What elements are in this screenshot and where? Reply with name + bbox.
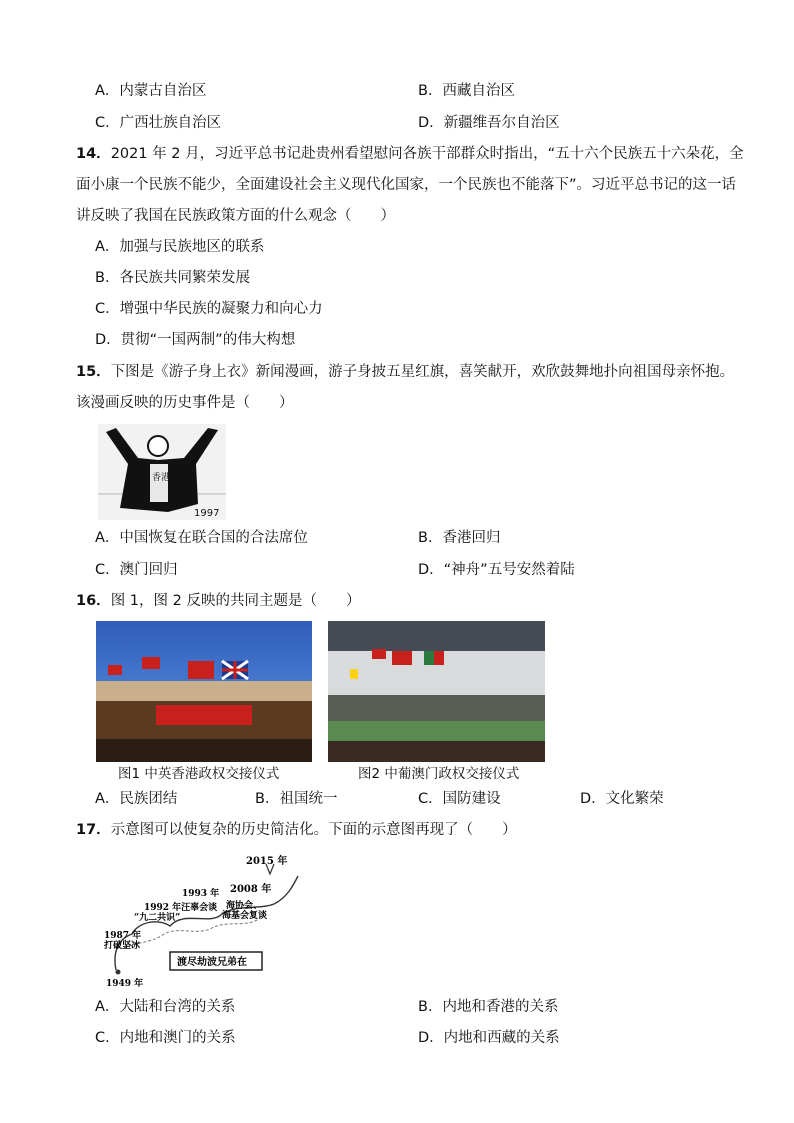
q17-number: 17．	[76, 822, 111, 838]
q16-option-b: B．祖国统一	[255, 791, 338, 807]
q14-option-c: C．增强中华民族的凝聚力和向心力	[95, 301, 323, 317]
diagram-box-text: 渡尽劫波兄弟在	[177, 957, 247, 968]
q13-option-c: C．广西壮族自治区	[95, 115, 222, 131]
q14-stem-line-2: 面小康一个民族不能少，全面建设社会主义现代化国家，一个民族也不能落下”。习近平总书记的这一话	[76, 177, 737, 193]
q15-stem-line-1	[76, 362, 734, 382]
q13-option-a: A．内蒙古自治区	[95, 83, 207, 99]
figure-2-caption: 图2 中葡澳门政权交接仪式	[358, 766, 520, 782]
diagram-label-arats: 海协会、	[226, 901, 263, 911]
q14-option-a: A．加强与民族地区的联系	[95, 239, 265, 255]
q14-number: 14．	[76, 146, 111, 162]
q15-option-a: A．中国恢复在联合国的合法席位	[95, 530, 308, 546]
q16-option-d: D．文化繁荣	[580, 791, 664, 807]
q17-option-a: A．大陆和台湾的关系	[95, 999, 236, 1015]
diagram-label-2015: 2015 年	[246, 856, 288, 867]
q17-option-d: D．内地和西藏的关系	[418, 1030, 560, 1046]
q15-stem-line-2: 该漫画反映的历史事件是（ ）	[76, 395, 294, 411]
diagram-label-1987: 1987 年	[104, 931, 142, 941]
diagram-label-1992: 1992 年汪辜会谈	[144, 903, 218, 913]
q16-text: 图 1，图 2 反映的共同主题是（ ）	[110, 593, 361, 609]
q15-number: 15．	[76, 364, 111, 380]
diagram-label-2008: 2008 年	[230, 884, 272, 895]
q15-text-1: 下图是《游子身上衣》新闻漫画，游子身披五星红旗，喜笑献开，欢欣鼓舞地扑向祖国母亲怀抱。	[110, 364, 735, 380]
q14-text-1: 2021 年 2 月，习近平总书记赴贵州看望慰问各族干部群众时指出，“五十六个民族五十六朵花，全	[110, 146, 744, 162]
cartoon-year-text: 1997	[194, 508, 220, 519]
q16-stem	[76, 591, 360, 611]
q16-number: 16．	[76, 593, 111, 609]
q15-option-b: B．香港回归	[418, 530, 501, 546]
q14-option-d: D．贯彻“一国两制”的伟大构想	[95, 332, 296, 348]
q15-option-d: D．“神舟”五号安然着陆	[418, 562, 575, 578]
q17-stem	[76, 820, 517, 840]
q13-option-d: D．新疆维吾尔自治区	[418, 115, 560, 131]
diagram-label-sef: 海基会复谈	[222, 911, 268, 921]
cartoon-label-text: 香港	[152, 473, 171, 483]
q14-option-b: B．各民族共同繁荣发展	[95, 270, 250, 286]
figure-1-caption: 图1 中英香港政权交接仪式	[118, 766, 280, 782]
q17-option-c: C．内地和澳门的关系	[95, 1030, 236, 1046]
diagram-label-1993: 1993 年	[182, 889, 220, 899]
q16-option-a: A．民族团结	[95, 791, 178, 807]
diagram-label-1949: 1949 年	[106, 979, 144, 989]
q17-text: 示意图可以使复杂的历史简洁化。下面的示意图再现了（ ）	[110, 822, 517, 838]
q14-stem-line-3: 讲反映了我国在民族政策方面的什么观念（ ）	[76, 208, 395, 224]
cartoon-image	[98, 424, 226, 520]
q16-option-c: C．国防建设	[418, 791, 501, 807]
cross-strait-diagram	[98, 852, 306, 990]
q13-option-b: B．西藏自治区	[418, 83, 515, 99]
macau-handover-photo	[328, 621, 545, 762]
diagram-label-icebreak: 打破坚冰	[104, 941, 141, 951]
hongkong-handover-photo	[96, 621, 312, 762]
diagram-label-consensus: “九二共识”	[134, 913, 181, 923]
q17-option-b: B．内地和香港的关系	[418, 999, 559, 1015]
q14-stem-line-1	[76, 144, 744, 164]
q15-option-c: C．澳门回归	[95, 562, 178, 578]
